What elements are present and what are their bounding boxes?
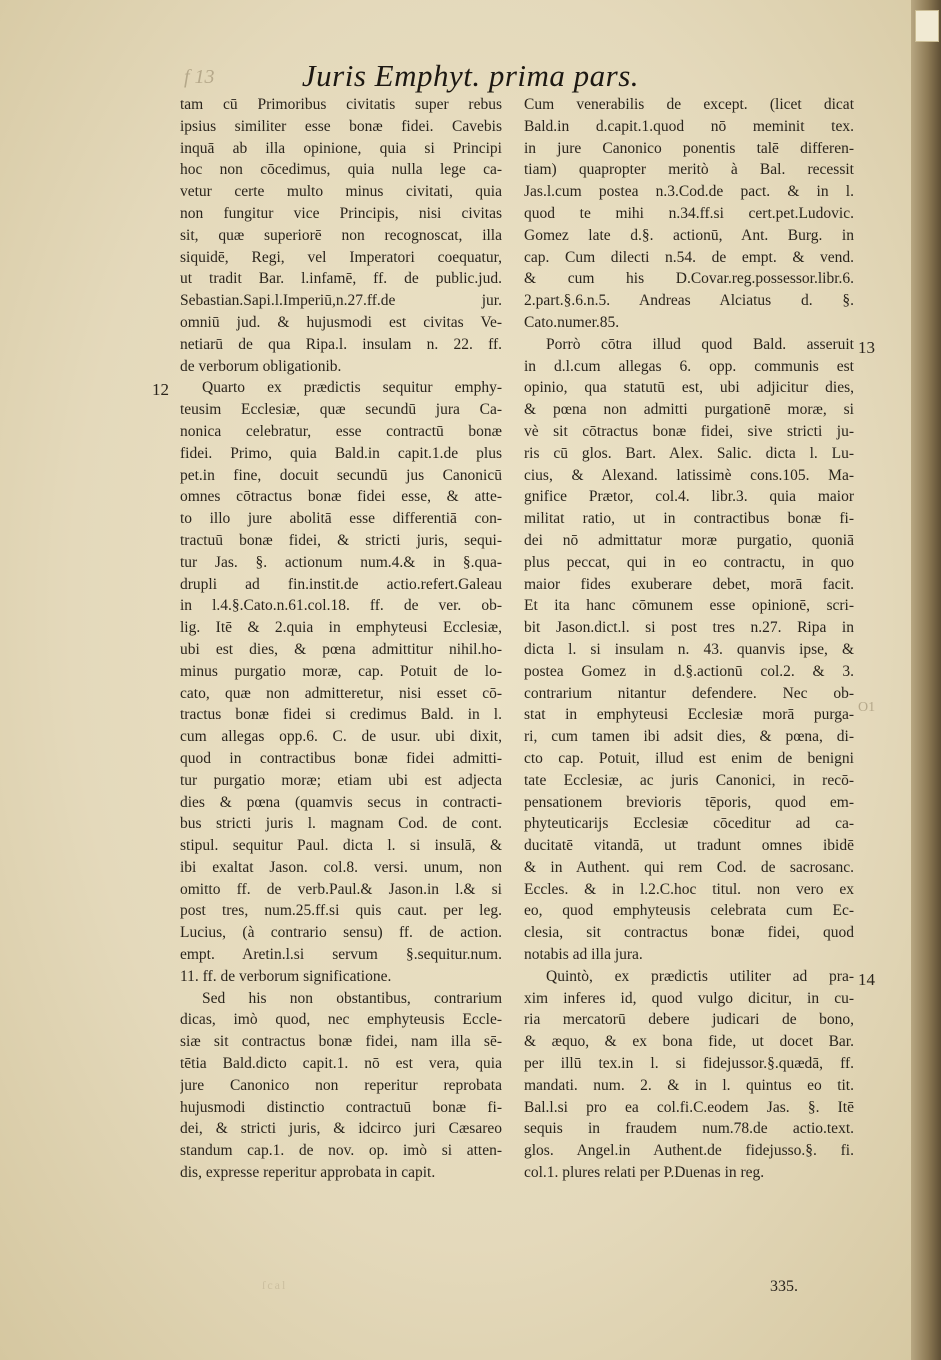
text-line: ut tradit Bar. l.infamē, ff. de public.jud. bbox=[180, 270, 502, 288]
text-line: dicta l. si insulam n. 43. quanvis ipse, & bbox=[524, 640, 854, 658]
text-line: cum allegas opp.6. C. de usur. ubi dixit, bbox=[180, 728, 502, 746]
text-line: ris cū glos. Bart. Alex. Salic. dicta l. Lu- bbox=[524, 444, 854, 462]
text-line: minus purgatio moræ, cap. Potuit de lo- bbox=[180, 662, 502, 680]
text-line: dies & pœna (quamvis secus in contracti- bbox=[180, 793, 502, 811]
text-line: Jas.l.cum postea n.3.Cod.de pact. & in l. bbox=[524, 183, 854, 201]
text-line: siæ sit contractus bonæ fidei, nam illa sē- bbox=[180, 1033, 502, 1051]
text-line: dis, expresse reperitur approbata in capit. bbox=[180, 1164, 436, 1182]
text-line: 11. ff. de verborum significatione. bbox=[180, 967, 392, 985]
page-tab bbox=[915, 10, 939, 42]
text-line: jure Canonico non reperitur reprobata bbox=[180, 1076, 502, 1094]
text-line: in jure Canonico ponentis talē differen- bbox=[524, 139, 854, 157]
text-line: inquā ab illa opinione, quia si Principi bbox=[180, 139, 502, 157]
text-line: & æquo, & ex bona fide, ut docet Bar. bbox=[524, 1033, 854, 1051]
text-line: tur Jas. §. actionum num.4.& in §.qua- bbox=[180, 553, 502, 571]
text-line: stat in emphyteusi Ecclesiæ morā purga- bbox=[524, 706, 854, 724]
text-line: in d.l.cum allegas 6. opp. communis est bbox=[524, 357, 854, 375]
right-column bbox=[524, 94, 854, 1184]
text-line: lig. Itē & 2.quia in emphyteusi Ecclesiæ, bbox=[180, 619, 502, 637]
text-line: clesia, sit contractus bonæ fidei, quod bbox=[524, 924, 854, 942]
text-line: militat ratio, ut in contractibus bonæ fi- bbox=[524, 510, 854, 528]
text-line: notabis ad illa jura. bbox=[524, 946, 643, 964]
text-line: Eccles. & in l.2.C.hoc titul. non vero ex bbox=[524, 880, 854, 898]
text-line: col.1. plures relati per P.Duenas in reg. bbox=[524, 1164, 765, 1182]
text-line: omitto ff. de verb.Paul.& Jason.in l.& si bbox=[180, 880, 502, 898]
text-line: Quarto ex prædictis sequitur emphy- bbox=[202, 379, 502, 397]
text-line: postea Gomez in d.§.actionū col.2. & 3. bbox=[524, 662, 854, 680]
text-line: & in Authent. qui rem Cod. de sacrosanc. bbox=[524, 858, 854, 876]
text-line: hoc non cōcedimus, quia nulla lege ca- bbox=[180, 161, 502, 179]
margin-number-14: 14 bbox=[858, 970, 875, 989]
text-line: nonica celebratur, esse contractū bonæ bbox=[180, 422, 502, 440]
text-line: Bal.l.si pro ea col.fi.C.eodem Jas. §. Itē bbox=[524, 1098, 854, 1116]
text-line: Sebastian.Sapi.l.Imperiū,n.27.ff.de jur. bbox=[180, 292, 502, 310]
text-line: tate Ecclesiæ, ac juris Canonici, in recō- bbox=[524, 771, 854, 789]
text-line: dei nō admittatur moræ purgatio, quoniā bbox=[524, 531, 854, 549]
text-line: cap. Cum dilecti n.54. de empt. & vend. bbox=[524, 248, 854, 266]
text-line: fidei. Primo, quia Bald.in capit.1.de plus bbox=[180, 444, 502, 462]
text-line: & cum his D.Covar.reg.possessor.libr.6. bbox=[524, 270, 854, 288]
text-line: gnifice Prætor, col.4. libr.3. quia maior bbox=[524, 488, 854, 506]
text-line: ducitatē vitandā, ut tradunt omnes ibidē bbox=[524, 837, 854, 855]
text-line: Lucius, (à contrario sensu) ff. de action. bbox=[180, 924, 502, 942]
margin-number-13: 13 bbox=[858, 338, 875, 357]
left-column bbox=[180, 94, 502, 1184]
text-line: sequis in fraudem num.78.de actio.text. bbox=[524, 1120, 854, 1138]
text-line: pensationem brevioris tēporis, quod em- bbox=[524, 793, 854, 811]
text-line: bit Jason.dict.l. si post tres n.27. Ripa in bbox=[524, 619, 854, 637]
text-line: vè sit cōtractus bonæ fidei, sive stricti ju- bbox=[524, 422, 854, 440]
text-line: omniū jud. & hujusmodi est civitas Ve- bbox=[180, 313, 502, 331]
text-line: cato, quæ non admitteretur, nisi esset cō- bbox=[180, 684, 502, 702]
text-line: cius, & Alexand. latissimè cons.105. Ma- bbox=[524, 466, 854, 484]
text-line: empt. Aretin.l.si servum §.sequitur.num. bbox=[180, 946, 502, 964]
text-line: tractuū bonæ fidei, & stricti juris, sequi- bbox=[180, 531, 502, 549]
text-line: ubi est dies, & pœna admittitur nihil.ho- bbox=[180, 640, 502, 658]
text-line: omnes cōtractus bonæ fidei esse, & atte- bbox=[180, 488, 502, 506]
text-line: ri, cum tamen ibi adsit dies, & pœna, di- bbox=[524, 728, 854, 746]
running-head: Juris Emphyt. prima pars. bbox=[301, 58, 640, 93]
text-line: dicas, imò quod, nec emphyteusis Eccle- bbox=[180, 1011, 502, 1029]
text-line: 2.part.§.6.n.5. Andreas Alciatus d. §. bbox=[524, 292, 854, 310]
text-line: plus peccat, qui in eo contractu, in quo bbox=[524, 553, 854, 571]
text-line: tam cū Primoribus civitatis super rebus bbox=[180, 96, 502, 113]
text-line: sit, quæ superiorē non recognoscat, illa bbox=[180, 226, 502, 244]
text-line: de verborum obligationib. bbox=[180, 357, 342, 375]
text-line: netiarū de qua Ripa.l. insulam n. 22. ff. bbox=[180, 335, 502, 353]
book-gutter bbox=[911, 0, 941, 1360]
text-line: ria mercatorū debere judicari de bono, bbox=[524, 1011, 854, 1029]
text-line: ipsius similiter esse bonæ fidei. Cavebis bbox=[180, 117, 502, 135]
text-line: opinio, qua statutū est, ubi adjicitur dies, bbox=[524, 379, 854, 397]
text-line: dei, & stricti juris, & idcirco juri Cæsareo bbox=[180, 1120, 502, 1138]
text-line: vetur certe multo minus civitati, quia bbox=[180, 183, 502, 201]
text-line: Cato.numer.85. bbox=[524, 313, 620, 331]
text-line: Et ita hanc cōmunem esse opinionē, scri- bbox=[524, 597, 854, 615]
faded-mark: ſcal bbox=[262, 1278, 288, 1292]
text-line: Sed his non obstantibus, contrarium bbox=[202, 989, 502, 1007]
text-line: Bald.in d.capit.1.quod nō meminit tex. bbox=[524, 117, 854, 135]
text-line: tur purgatio moræ; etiam ubi est adjecta bbox=[180, 771, 502, 789]
text-line: mandati. num. 2. & in l. quintus eo tit. bbox=[524, 1076, 854, 1094]
text-line: tētia Bald.dicto capit.1. nō est vera, quia bbox=[180, 1055, 502, 1073]
text-line: to illo jure abolitā esse differentiā con- bbox=[180, 510, 502, 528]
catchword: 335. bbox=[770, 1278, 798, 1295]
text-line: stipul. sequitur Paul. dicta l. si insulā, & bbox=[180, 837, 502, 855]
text-line: glos. Angel.in Authent.de fidejusso.§. fi. bbox=[524, 1142, 854, 1160]
text-line: post tres, num.25.ff.si quis caut. per leg. bbox=[180, 902, 502, 920]
text-line: in l.4.§.Cato.n.61.col.18. ff. de ver. ob- bbox=[180, 597, 502, 615]
text-line: Cum venerabilis de except. (licet dicat bbox=[524, 96, 854, 113]
text-line: standum cap.1. de nov. op. imò si atten- bbox=[180, 1142, 502, 1160]
text-line: maior fides exuberare debet, morā facit. bbox=[524, 575, 854, 593]
text-line: per illū tex.in l. si fidejussor.§.quædā, ff. bbox=[524, 1055, 854, 1073]
page-mark: f 13 bbox=[184, 66, 215, 88]
text-line: bus stricti juris l. magnam Cod. de cont. bbox=[180, 815, 502, 833]
text-line: hujusmodi distinctio contractuū bonæ fi- bbox=[180, 1098, 502, 1116]
text-line: Gomez late d.§. actionū, Ant. Burg. in bbox=[524, 226, 854, 244]
text-line: cto cap. Potuit, illud est enim de benigni bbox=[524, 749, 854, 767]
margin-mark: O1 bbox=[858, 700, 876, 715]
text-line: xim inferes id, quod vulgo dicitur, in cu- bbox=[524, 989, 854, 1007]
text-line: tractus bonæ fidei si credimus Bald. in l. bbox=[180, 706, 502, 724]
text-line: teusim Ecclesiæ, quæ secundū jura Ca- bbox=[180, 401, 502, 419]
text-line: phyteuticarijs Ecclesiæ cōceditur ad ca- bbox=[524, 815, 854, 833]
text-line: Porrò cōtra illud quod Bald. asseruit bbox=[546, 335, 854, 353]
text-line: tiam) quapropter meritò à Bal. recessit bbox=[524, 161, 854, 179]
text-line: & pœna non admitti purgationē moræ, si bbox=[524, 401, 854, 419]
margin-number-12: 12 bbox=[152, 380, 169, 399]
text-line: eo, quod emphyteusis celebrata cum Ec- bbox=[524, 902, 854, 920]
text-line: contrarium nitantur defendere. Nec ob- bbox=[524, 684, 854, 702]
text-line: ibi exaltat Jason. col.8. versi. unum, non bbox=[180, 858, 502, 876]
text-line: quod te mihi n.34.ff.si cert.pet.Ludovic. bbox=[524, 204, 854, 222]
text-line: quod in contractibus bonæ fidei admitti- bbox=[180, 749, 502, 767]
text-line: siquidē, Regi, vel Imperatori coequatur, bbox=[180, 248, 502, 266]
text-line: non fungitur vice Principis, nisi civitas bbox=[180, 204, 502, 222]
text-line: drupli ad fin.instit.de actio.refert.Galeau bbox=[180, 575, 502, 593]
text-line: pet.in fine, docuit secundū jus Canonicū bbox=[180, 466, 502, 484]
text-line: Quintò, ex prædictis utiliter ad pra- bbox=[546, 967, 854, 985]
